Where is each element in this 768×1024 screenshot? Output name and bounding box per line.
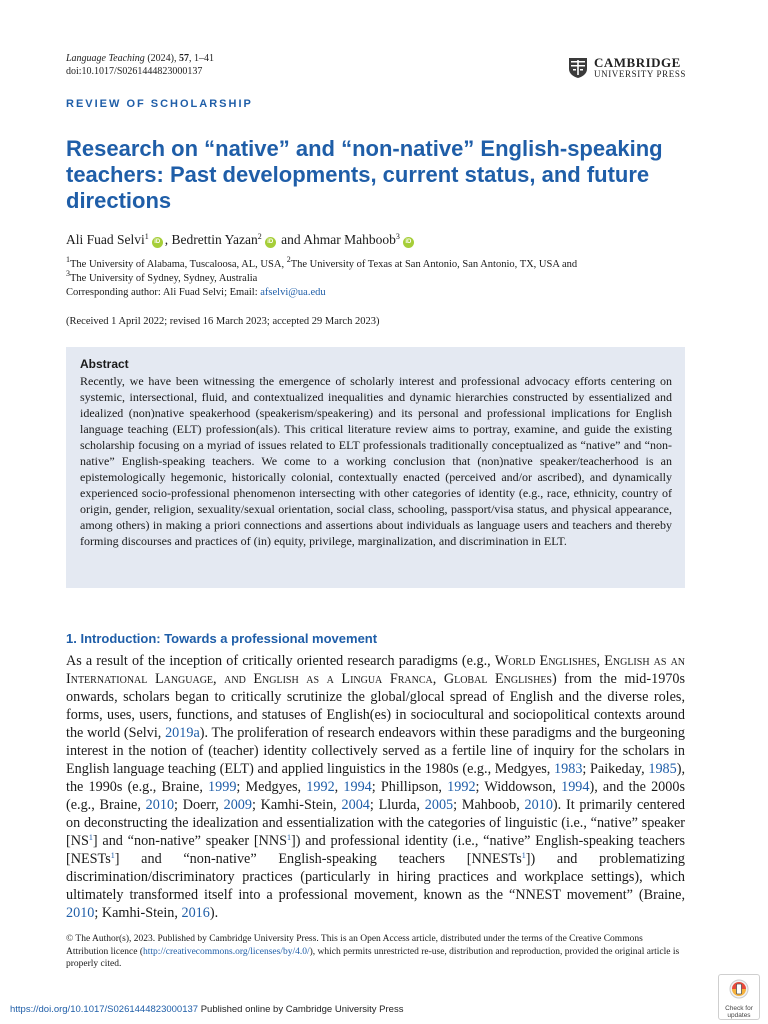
journal-header (66, 52, 214, 78)
author-name[interactable]: Bedrettin Yazan (171, 232, 258, 247)
received-dates: (Received 1 April 2022; revised 16 March 2023; accepted 29 March 2023) (66, 316, 380, 327)
article-title: Research on “native” and “non-native” English-speaking teachers: Past developments, current status, and future directions (66, 136, 663, 213)
check-for-updates-button[interactable] (718, 974, 760, 1020)
license-link[interactable]: http://creativecommons.org/licenses/by/4.0/ (143, 946, 310, 957)
publisher-subname: UNIVERSITY PRESS (594, 69, 687, 79)
journal-pages: , 1–41 (188, 53, 214, 64)
email-link[interactable]: afselvi@ua.edu (260, 287, 326, 298)
footnote-link[interactable]: 1 (521, 851, 526, 860)
citation-link[interactable]: 2005 (424, 797, 454, 813)
doi-text: doi:10.1017/S0261444823000137 (66, 66, 203, 77)
publisher-logo (568, 56, 686, 80)
citation-link[interactable]: 1992 (306, 779, 335, 795)
publisher-name: CAMBRIDGE (594, 55, 681, 70)
orcid-icon[interactable]: iD (403, 237, 414, 248)
orcid-icon[interactable]: iD (265, 237, 276, 248)
citation-link[interactable]: 2016 (181, 905, 210, 921)
author-name[interactable]: Ahmar Mahboob (303, 232, 396, 247)
copyright-footnote: © The Author(s), 2023. Published by Cambridge University Press. This is an Open Access article, distributed under the terms of the Creative Commons Attribution licence (http://creativecommons.org/licenses/by/4.0/), which permits unrestricted re-use, distribution and reproduction, provided the original article is properly cited. (66, 934, 680, 969)
citation-link[interactable]: 1992 (447, 779, 476, 795)
citation-link[interactable]: 2009 (223, 797, 252, 813)
cambridge-crest-icon (568, 57, 588, 79)
citation-link[interactable]: 2019a (165, 725, 200, 741)
citation-link[interactable]: 1985 (648, 761, 677, 777)
bottom-doi-line: https://doi.org/10.1017/S0261444823000137 Published online by Cambridge University Press (10, 1004, 404, 1015)
citation-link[interactable]: 2010 (66, 905, 95, 921)
citation-link[interactable]: 1994 (343, 779, 372, 795)
affiliations: $^1$The University of Alabama, Tuscaloosa, AL, USA, $^2$The University of Texas at San Antonio, San Antonio, TX, USA and $^3$The University of Sydney, Sydney, Australia Corresponding author: Ali Fuad Selvi; Email: afselvi@ua.edu (66, 258, 696, 300)
citation-link[interactable]: 2010 (145, 797, 175, 813)
journal-volume: 57 (178, 53, 189, 64)
abstract-heading: Abstract (80, 357, 129, 371)
footnote-link[interactable]: 1 (286, 833, 291, 842)
abstract-text: Recently, we have been witnessing the emergence of scholarly interest and professional advocacy efforts centering on systemic, intersectional, fluid, and contextualized inequalities and dynamic hierarchies constructed by essentialized and idealized (non)native speakerhood (speakerism/speakering) and its personal and professional implications for English language teaching (ELT) profession(als). This critical literature review aims to portray, examine, and guide the existing scholarship focusing on a myriad of issues related to ELT professionals traditionally conceptualized as “native” and “non-native” English-speaking teachers. We come to a working conclusion that (non)native speaker/teacherhood is an epistemologically hegemonic, historically colonial, contextually enacted (perceived and/or ascribed), and dynamically experienced socio-professional phenomenon intersecting with other categories of identity (e.g., race, ethnicity, country of origin, gender, religion, sexuality/sexual orientation, social class, schooling, passport/visa status, and physical appearance, among others) in making a priori connections and assertions about individuals as language users and teachers and thereby forming discourses and practices of (in) equity, privilege, marginalization, and discrimination in ELT. (80, 374, 672, 548)
citation-link[interactable]: 1983 (554, 761, 583, 777)
check-updates-label: updates (727, 1012, 751, 1019)
doi-link[interactable]: https://doi.org/10.1017/S0261444823000137 (10, 1004, 199, 1015)
journal-year: (2024), (147, 53, 179, 64)
orcid-icon[interactable]: iD (152, 237, 163, 248)
footnote-link[interactable]: 1 (110, 851, 115, 860)
footnote-link[interactable]: 1 (88, 833, 93, 842)
citation-link[interactable]: 1994 (561, 779, 590, 795)
body-paragraph: As a result of the inception of critically oriented research paradigms (e.g., World Englishes, English as an International Language, and English as a Lingua Franca, Global Englishes) from the mid-1970s onwards, scholars began to critically scrutinize the global/glocal spread of English and the diverse roles, forms, uses, users, functions, and statuses of English(es) in sociocultural and sociopolitical contexts around the world (Selvi, 2019a). The proliferation of research endeavors within these paradigms and the burgeoning interest in the notion of (teacher) identity collectively served as a fertile line of inquiry for the scholars in English language teaching (ELT) and applied linguistics in the 1980s (e.g., Medgyes, 1983; Paikeday, 1985), the 1990s (e.g., Braine, 1999; Medgyes, 1992, 1994; Phillipson, 1992; Widdowson, 1994), and the 2000s (e.g., Braine, 2010; Doerr, 2009; Kamhi-Stein, 2004; Llurda, 2005; Mahboob, 2010). It primarily centered on deconstructing the idealization and essentialization with the categories of linguistic (i.e., “native” speaker [NS$^1$] and “non-native” speaker [NNS$^1$]) and professional identity (i.e., “native” English-speaking teachers [NESTs$^1$] and “non-native” English-speaking teachers [NNESTs$^1$]) and problematizing discrimination/discriminatory practices (particularly in hiring practices and workplace settings), which ultimately transformed itself into a professional movement, known as the “NNEST movement” (Braine, 2010; Kamhi-Stein, 2016). (66, 653, 686, 921)
citation-link[interactable]: 2004 (341, 797, 370, 813)
section-label: REVIEW OF SCHOLARSHIP (66, 98, 253, 110)
corresponding-author: Corresponding author: Ali Fuad Selvi; Email: afselvi@ua.edu (66, 287, 326, 298)
citation-link[interactable]: 2010 (524, 797, 553, 813)
check-updates-icon (729, 979, 749, 999)
journal-name: Language Teaching (66, 53, 145, 64)
section-heading: 1. Introduction: Towards a professional movement (66, 631, 378, 646)
check-updates-label: Check for (725, 1005, 753, 1012)
citation-link[interactable]: 1999 (208, 779, 237, 795)
author-name[interactable]: Ali Fuad Selvi (66, 232, 145, 247)
author-list: Ali Fuad Selvi$^1$iD , Bedrettin Yazan$^2$iD and Ahmar Mahboob$^3$iD (66, 232, 416, 248)
